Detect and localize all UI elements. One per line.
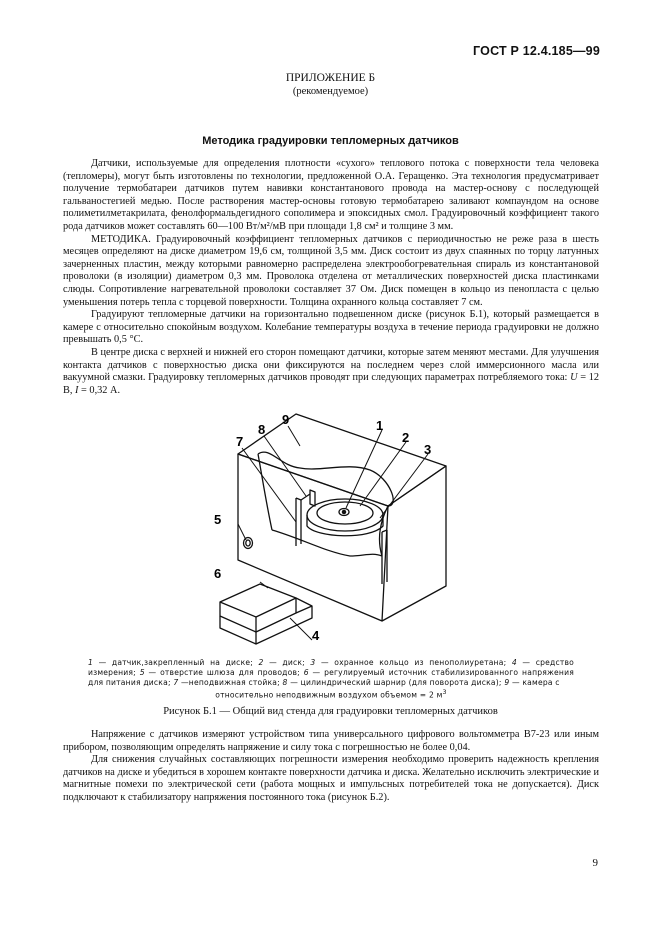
fig-label-6: 6 (214, 566, 222, 581)
legend-num: 8 (282, 678, 288, 687)
fig-label-7: 7 (236, 434, 244, 449)
text-block-bottom (63, 729, 599, 805)
page-number: 9 (592, 857, 598, 869)
legend-text: — средство измерения; (88, 658, 574, 677)
port-hole (244, 538, 253, 549)
figure-caption: Рисунок Б.1 — Общий вид стенда для градуировки тепломерных датчиков (163, 706, 498, 717)
fig-label-9: 9 (282, 412, 290, 427)
fig-label-5: 5 (214, 512, 222, 527)
fig-label-4: 4 (312, 628, 320, 643)
legend-last-line (88, 688, 574, 701)
appendix-heading (0, 72, 661, 98)
legend-text: — отверстие шлюза для проводов; (144, 668, 304, 677)
section-title: Методика градуировки тепломерных датчиков (202, 135, 459, 147)
legend-text: —неподвижная стойка; (178, 678, 283, 687)
paragraph: Для снижения случайных составляющих погрешности измерения необходимо проверить надежность крепления датчиков на диске и убедиться в хорошем контакте поверхности датчика и диска. Желательно исключить электрические и магнитные помехи по электрической сети (работа мощных и импульсных потребителей тока не допускается). Диск подключают к стабилизатору напряжения постоянного тока (рисунок Б.2). (63, 754, 599, 803)
u-symbol: U (570, 372, 578, 384)
chamber-front-face (238, 454, 388, 621)
legend-num: 9 (504, 678, 510, 687)
fig-label-8: 8 (258, 422, 266, 437)
legend-num: 6 (303, 668, 309, 677)
legend-text: — датчик,закрепленный на диске; (93, 658, 259, 667)
measuring-device (220, 598, 312, 644)
legend-superscript: 3 (442, 689, 447, 696)
power-source (220, 584, 296, 632)
legend-last-text: относительно неподвижным воздухом объемом = 2 м (215, 690, 443, 700)
chamber-top-face (238, 414, 446, 506)
paragraph: Датчики, используемые для определения плотности «сухого» теплового потока с поверхности тела человека (тепломеры), могут быть изготовлены по технологии, предложенной О.А. Геращенко. Эта технология предусматривает получение термобатареи датчиков путем навивки константанового провода на мастер-основу с последующей гальваностегией медью. После растворения мастер-основы готовую термобатарею заливают компаундом на основе полиметилметакрилата, фенолформальдегидного сополимера и эпоксидных смол. Градуировочный коэффициент такого рода датчиков может составлять 60—100 Вт/м²/мВ при площади 1,8 см² и толщине 3 мм. (63, 158, 599, 232)
paragraph: Градуируют тепломерные датчики на горизонтально подвешенном диске (рисунок Б.1), который размещается в камере с относительно спокойным воздухом. Колебание температуры воздуха в течение периода градуировки не должно превышать 0,5 °С. (63, 309, 599, 346)
chamber-right-face (382, 466, 446, 621)
paragraph: МЕТОДИКА. Градуировочный коэффициент тепломерных датчиков с периодичностью не реже раза в шесть месяцев определяют на диске диаметром 19,6 см, толщиной 3,5 мм. Диск состоит из двух спаянных по торцу латунных зачерненных пластин, между которыми равномерно распределена электрообогревательная спираль из константановой проволоки (в изоляции) диаметром 0,3 мм. Проволока отделена от металлических поверхностей диска пластинками слюды. Сопротивление нагревательной проволоки составляет 37 Ом. Диск помещен в кольцо из пенопласта с целью уменьшения потерь тепла с торцевой поверхности. Толщина охранного кольца составляет 7 см. (63, 233, 599, 308)
fig-label-1: 1 (376, 418, 384, 433)
paragraph-text: В центре диска с верхней и нижней его сторон помещают датчики, которые затем меняют местами. Для улучшения контакта датчиков с поверхностью диска они фиксируются на последнем через слой иммерсионного масла или вакуумной смазки. Градуировку тепломерных датчиков проводят при следующих параметрах потребляемого тока: (63, 346, 599, 384)
legend-text: — диск; (263, 658, 311, 667)
legend-text: — охранное кольцо из пенополиуретана; (315, 658, 512, 667)
appendix-title: ПРИЛОЖЕНИЕ Б (285, 72, 376, 84)
document-code: ГОСТ Р 12.4.185—99 (473, 44, 600, 58)
leader-lines (238, 426, 428, 640)
paragraph (63, 347, 599, 397)
i-value: = 0,32 А. (78, 384, 121, 396)
legend-text: — регулируемый источник стабилизированного напряжения для питания диска; (88, 668, 575, 687)
u-value: = 12 В, (63, 372, 599, 396)
figure-legend (88, 658, 574, 701)
legend-num: 7 (173, 678, 179, 687)
legend-num: 5 (139, 668, 145, 677)
i-symbol: I (75, 384, 79, 396)
legend-num: 1 (88, 658, 94, 667)
fig-label-2: 2 (402, 430, 410, 445)
legend-text: — цилиндрический шарнир (для поворота диска); (287, 678, 505, 687)
text-block-top (63, 158, 599, 397)
legend-num: 2 (258, 658, 264, 667)
legend-num: 4 (511, 658, 517, 667)
paragraph: Напряжение с датчиков измеряют устройством типа универсального цифрового вольтомметра В7-23 или иным прибором, позволяющим определять напряжение и силу тока с погрешностью не более 0,04. (63, 729, 599, 753)
appendix-subtitle: (рекомендуемое) (292, 86, 369, 97)
legend-num: 3 (310, 658, 316, 667)
stand-figure (200, 406, 460, 656)
fig-label-3: 3 (424, 442, 432, 457)
legend-text: — камера с (509, 678, 560, 687)
